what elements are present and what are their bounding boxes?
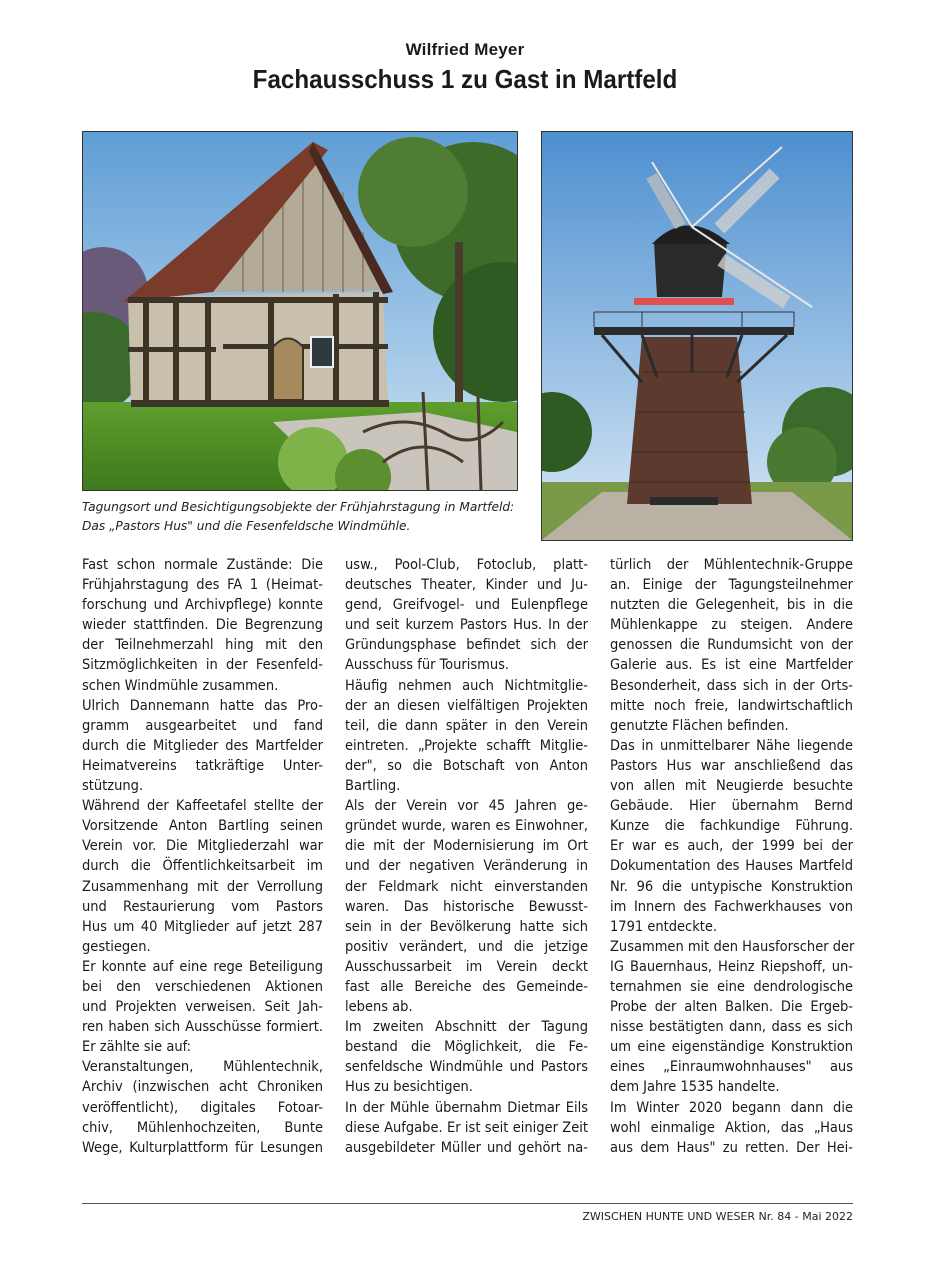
text-line: Wege, Kulturplattform für Lesungen [82,1139,323,1156]
text-line: und der negativen Veränderung in [345,858,588,875]
photo-caption [82,498,522,536]
text-line: Während der Kaffeetafel stellte der [82,798,323,815]
text-line: der an diesen vielfältigen Projekten [345,697,588,714]
text-line: sein in der Bevölkerung hatte sich [345,918,588,935]
text-line: und Restaurierung vom Pastors [82,898,323,915]
text-line: Frühjahrstagung des FA 1 (Heimat- [82,577,323,594]
text-column-3 [610,555,853,1158]
text-line: Gründungsphase befindet sich der [345,637,588,654]
text-line: Pastors Hus war anschließend das [610,757,853,774]
text-line: Archiv (inzwischen acht Chroniken [82,1079,323,1096]
caption-line: Das „Pastors Hus" und die Fesenfeldsche Windmühle. [82,519,411,533]
text-line: mitte noch freie, landwirtschaftlich [610,697,853,714]
text-line: veröffentlicht), digitales Fotoar- [82,1099,323,1116]
text-line: stützung. [82,778,144,795]
text-line: Mühlenkappe zu steigen. Andere [610,617,853,634]
text-line: fast alle Bereiche des Gemeinde- [345,978,588,995]
text-line: der Feldmark nicht einverstanden [345,878,588,895]
text-line: Kunze die fachkundige Führung. [610,818,853,835]
text-column-2 [345,555,588,1158]
footer-publication: ZWISCHEN HUNTE UND WESER Nr. 84 - Mai 2022 [582,1210,853,1223]
text-line: Fast schon normale Zustände: Die [82,557,323,573]
text-line: Gebäude. Hier übernahm Bernd [610,798,853,815]
text-line: genutzte Flächen befinden. [610,717,789,734]
text-line: Zusammen mit den Hausforscher der [610,938,855,955]
text-line: Ausschuss für Tourismus. [345,657,510,674]
text-line: eintreten. „Projekte schafft Mitglie- [345,737,588,754]
text-line: Hus zu besichtigen. [345,1079,473,1096]
text-line: Hus um 40 Mitglieder auf jetzt 287 [82,918,323,935]
text-line: Er zählte sie auf: [82,1039,192,1056]
text-line: eines „Einraumwohnhauses" aus [610,1059,853,1076]
text-line: schen Windmühle zusammen. [82,677,279,694]
text-line: Er konnte auf eine rege Beteiligung [82,958,323,975]
text-line: Veranstaltungen, Mühlentechnik, [82,1059,323,1076]
text-line: Sitzmöglichkeiten in der Fesenfeld- [82,657,323,674]
text-line: Probe der alten Balken. Die Ergeb- [610,999,853,1016]
text-line: deutsches Theater, Kinder und Ju- [345,577,588,594]
text-line: ternahmen sie eine dendrologische [610,978,853,995]
text-line: wieder stattfinden. Die Begrenzung [82,617,323,634]
footer-rule [82,1203,853,1204]
text-line: In der Mühle übernahm Dietmar Eils [345,1099,588,1116]
text-line: der Teilnehmerzahl hing mit den [82,637,323,654]
text-line: Ausschussarbeit im Verein deckt [345,958,588,975]
text-line: gramm ausgearbeitet und fand [82,717,323,734]
text-line: Heimatvereins tatkräftige Unter- [82,757,323,774]
text-line: und seit kurzem Pastors Hus. In der [345,617,588,634]
text-line: bestand die Möglichkeit, die Fe- [345,1039,588,1056]
text-line: die mit der Modernisierung im Ort [345,838,588,855]
text-line: Bartling. [345,778,401,795]
text-line: Galerie aus. Es ist eine Martfelder [610,657,853,674]
text-line: 1791 entdeckte. [610,918,718,935]
text-line: Dokumentation des Hauses Martfeld [610,858,853,875]
text-line: gründet wurde, waren es Einwohner, [345,818,588,835]
text-line: teil, die dann später in den Verein [345,717,588,734]
text-line: Er war es auch, der 1999 bei der [610,838,853,855]
text-line: Zusammenhang mit der Verrollung [82,878,323,895]
text-line: Ulrich Dannemann hatte das Pro- [82,697,323,714]
caption-line: Tagungsort und Besichtigungsobjekte der Frühjahrstagung in Martfeld: [82,500,515,514]
text-line: senfeldsche Windmühle und Pastors [345,1059,588,1076]
text-line: ren haben sich Ausschüsse formiert. [82,1019,323,1036]
text-line: lebens ab. [345,999,413,1016]
text-column-1 [82,555,323,1158]
text-line: diese Aufgabe. Er ist seit einiger Zeit [345,1119,588,1136]
text-line: dem Jahre 1535 handelte. [610,1079,780,1096]
text-line: chiv, Mühlenhochzeiten, Bunte [82,1119,323,1136]
text-line: IG Bauernhaus, Heinz Riepshoff, un- [610,958,853,975]
text-line: Nr. 96 die untypische Konstruktion [610,878,853,895]
text-line: Häufig nehmen auch Nichtmitglie- [345,677,588,694]
text-line: Verein vor. Die Mitgliederzahl war [82,838,323,855]
author-name: Wilfried Meyer [405,40,525,59]
photo-pastors-hus [82,131,518,491]
text-line: usw., Pool-Club, Fotoclub, platt- [345,557,588,573]
text-line: positiv verändert, und die jetzige [345,938,588,955]
text-line: forschung und Archivpflege) konnte [82,597,323,614]
text-line: gestiegen. [82,938,151,955]
text-line: durch die Mitglieder des Martfelder [82,737,323,754]
article-title: Fachausschuss 1 zu Gast in Martfeld [252,64,678,94]
text-line: ausgebildeter Müller und gehört na- [345,1139,588,1156]
text-line: genossen die Rundumsicht von der [610,637,853,654]
text-line: durch die Öffentlichkeitsarbeit im [82,858,323,875]
text-line: an. Einige der Tagungsteilnehmer [610,577,853,594]
text-line: und Projekten verweisen. Seit Jah- [82,999,323,1016]
text-line: im Innern des Fachwerkhauses von [610,898,853,915]
text-line: Im Winter 2020 begann dann die [610,1099,853,1116]
text-line: Vorsitzende Anton Bartling seinen [82,818,323,835]
text-line: der", so die Botschaft von Anton [345,757,588,774]
text-line: nisse bestätigten dann, dass es sich [610,1019,853,1036]
text-line: nutzten die Gelegenheit, bis in die [610,597,853,614]
text-line: waren. Das historische Bewusst- [345,898,588,915]
text-line: türlich der Mühlentechnik-Gruppe [610,557,853,573]
text-line: wohl einmalige Aktion, das „Haus [610,1119,853,1136]
text-line: um eine eigenständige Konstruktion [610,1039,853,1056]
text-line: gend, Greifvogel- und Eulenpflege [345,597,588,614]
text-line: Im zweiten Abschnitt der Tagung [345,1019,588,1036]
text-line: Besonderheit, dass sich in der Orts- [610,677,853,694]
text-line: aus dem Haus" zu retten. Der Hei- [610,1139,853,1156]
text-line: Das in unmittelbarer Nähe liegende [610,737,853,754]
text-line: bei den verschiedenen Aktionen [82,978,323,995]
text-line: Als der Verein vor 45 Jahren ge- [345,798,588,815]
text-line: von allen mit Neugierde besuchte [610,778,853,795]
photo-windmill [541,131,853,541]
